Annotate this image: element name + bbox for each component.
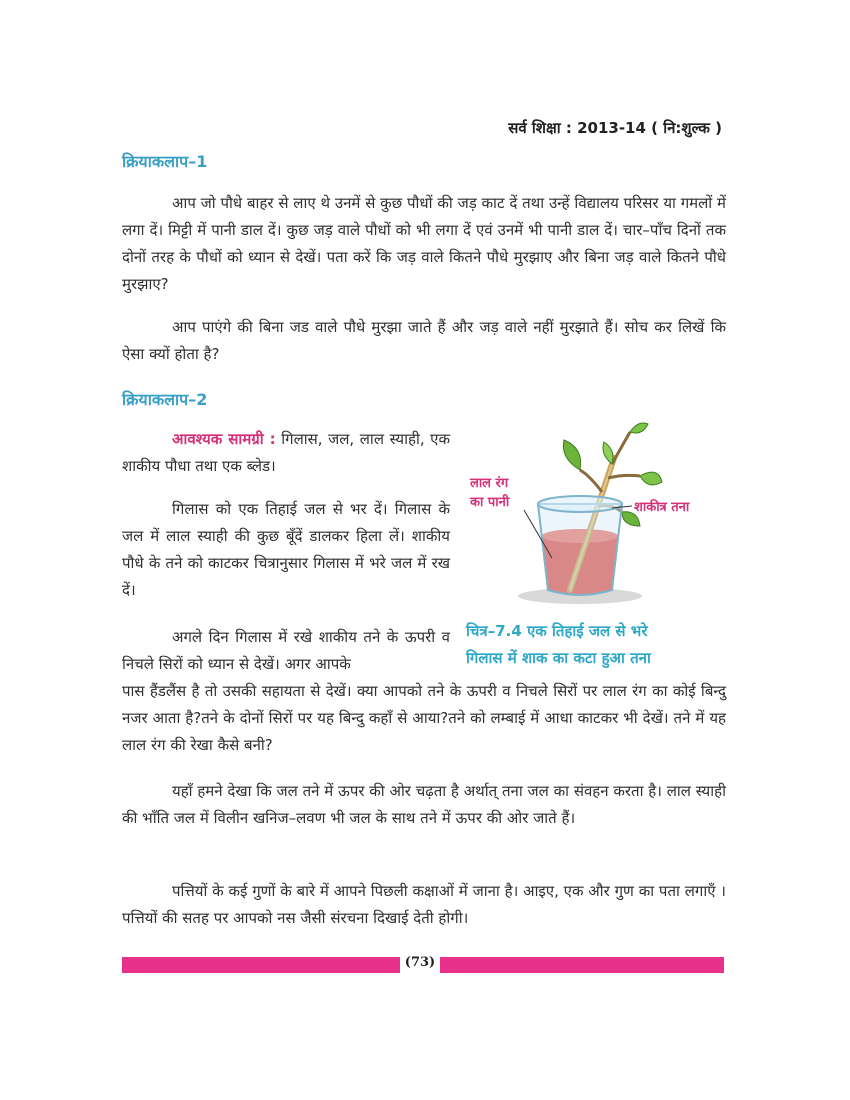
caption-line-2: गिलास में शाक का कटा हुआ तना — [466, 649, 651, 667]
materials-text: गिलास, जल, लाल स्याही, एक शाकीय पौधा तथा एक ब्लेड। — [122, 430, 450, 475]
activity2-paragraph-2-start: अगले दिन गिलास में रखे शाकीय तने के ऊपरी व निचले सिरों को ध्यान से देखें। अगर आपके — [122, 628, 450, 673]
materials-paragraph — [122, 426, 450, 480]
figure-caption — [466, 618, 736, 672]
label-red-water-line2: का पानी — [470, 495, 510, 510]
footer-bar-right — [440, 957, 724, 973]
label-stem: शाकीत्र तना — [634, 500, 690, 515]
page-header: सर्व शिक्षा : 2013-14 ( नि:शुल्क ) — [508, 119, 722, 137]
label-red-water — [470, 474, 509, 512]
label-red-water-line1: लाल रंग — [470, 476, 509, 491]
activity2-paragraph-3: यहाँ हमने देखा कि जल तने में ऊपर की ओर चढ़ता है अर्थात् तना जल का संवहन करता है। लाल स्याही की भाँति जल में विलीन खनिज–लवण भी जल के साथ तने में ऊपर की ओर जाते हैं। — [122, 782, 726, 827]
footer-bar-left — [122, 957, 400, 973]
figure-glass-stem — [462, 418, 732, 628]
activity1-paragraph-1: आप जो पौधे बाहर से लाए थे उनमें से कुछ पौधों की जड़ काट दें तथा उन्हें विद्यालय परिसर या गमलों में लगा दें। मिट्टी में पानी डाल दें। कुछ जड़ वाले पौधों को भी लगा दें एवं उनमें भी पानी डाल दें। चार–पाँच दिनों तक दोनों तरह के पौधों को ध्यान से देखें। पता करें कि जड़ वाले कितने पौधे मुरझाए और बिना जड़ वाले कितने पौधे मुरझाए? — [122, 194, 726, 293]
activity2-paragraph-4: पत्तियों के कई गुणों के बारे में आपने पिछली कक्षाओं में जाना है। आइए, एक और गुण का पता लगाएँ । पत्तियों की सतह पर आपको नस जैसी संरचना दिखाई देती होगी। — [122, 882, 726, 927]
activity2-paragraph-2-rest: पास हैंडलैंस है तो उसकी सहायता से देखें। क्या आपको तने के ऊपरी व निचले सिरों पर लाल रंग का कोई बिन्दु नजर आता है?तने के दोनों सिरों पर यह बिन्दु कहाँ से आया?तने को लम्बाई में आधा काटकर भी देखें। तने में यह लाल रंग की रेखा कैसे बनी? — [122, 682, 726, 754]
activity1-paragraph-2: आप पाएंगे की बिना जड वाले पौधे मुरझा जाते हैं और जड़ वाले नहीं मुरझाते हैं। सोच कर लिखें कि ऐसा क्यों होता है? — [122, 318, 726, 363]
activity2-heading: क्रियाकलाप–2 — [122, 390, 208, 409]
materials-label: आवश्यक सामग्री : — [172, 430, 276, 448]
page-number: (73) — [404, 955, 436, 970]
glass-illustration — [462, 418, 732, 618]
activity2-paragraph-1: गिलास को एक तिहाई जल से भर दें। गिलास के जल में लाल स्याही की कुछ बूँदें डालकर हिला लें। शाकीय पौधे के तने को काटकर चित्रानुसार गिलास में भरे जल में रख दें। — [122, 500, 450, 599]
caption-line-1: चित्र–7.4 एक तिहाई जल से भरे — [466, 622, 648, 640]
activity1-heading: क्रियाकलाप–1 — [122, 152, 208, 171]
